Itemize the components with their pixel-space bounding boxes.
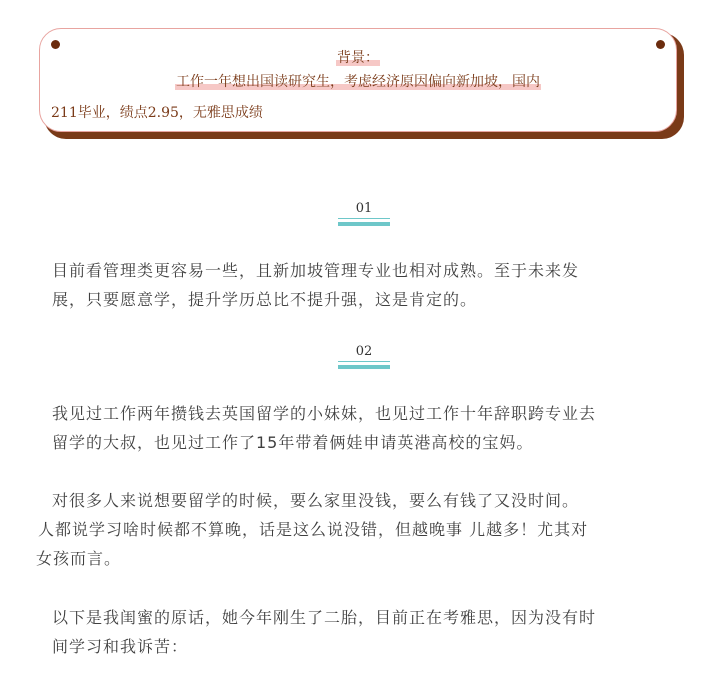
section-number: 02 xyxy=(338,345,390,362)
background-line-1 xyxy=(40,71,676,91)
paragraph-line: 间学习和我诉苦： xyxy=(52,637,189,656)
paragraph-s1-p1 xyxy=(52,256,579,314)
paragraph-s2-p2 xyxy=(36,486,589,573)
section-underline-bar xyxy=(338,365,390,369)
section-underline-bar xyxy=(338,222,390,226)
paragraph-line: 以下是我闺蜜的原话，她今年刚生了二胎，目前正在考雅思，因为没有时 xyxy=(52,608,597,627)
paragraph-line: 目前看管理类更容易一些，且新加坡管理专业也相对成熟。至于未来发 xyxy=(52,261,580,280)
paragraph-line: 我见过工作两年攒钱去英国留学的小妹妹，也见过工作十年辞职跨专业去 xyxy=(52,404,597,423)
paragraph-line: 展，只要愿意学，提升学历总比不提升强，这是肯定的。 xyxy=(52,290,478,309)
paragraph-line: 人都说学习啥时候都不算晚，话是这么说没错，但越晚事 儿越多！尤其对 xyxy=(38,520,589,539)
paragraph-line: 女孩而言。 xyxy=(36,549,122,568)
background-line-1-text: 工作一年想出国读研究生，考虑经济原因偏向新加坡，国内 xyxy=(176,74,540,90)
section-marker-01 xyxy=(338,202,390,226)
paragraph-s2-p1 xyxy=(52,399,596,457)
paragraph-line: 对很多人来说想要留学的时候，要么家里没钱，要么有钱了又没时间。 xyxy=(52,491,580,510)
paragraph-s2-p3 xyxy=(52,603,596,661)
section-marker-02 xyxy=(338,345,390,369)
card-body xyxy=(39,28,677,132)
section-number: 01 xyxy=(338,202,390,219)
background-card xyxy=(39,28,687,142)
background-title-text: 背景： xyxy=(337,50,379,66)
background-title xyxy=(40,47,676,67)
paragraph-line: 留学的大叔，也见过工作了15年带着俩娃申请英港高校的宝妈。 xyxy=(52,433,534,452)
background-line-2: 211毕业，绩点2.95，无雅思成绩 xyxy=(51,105,263,121)
